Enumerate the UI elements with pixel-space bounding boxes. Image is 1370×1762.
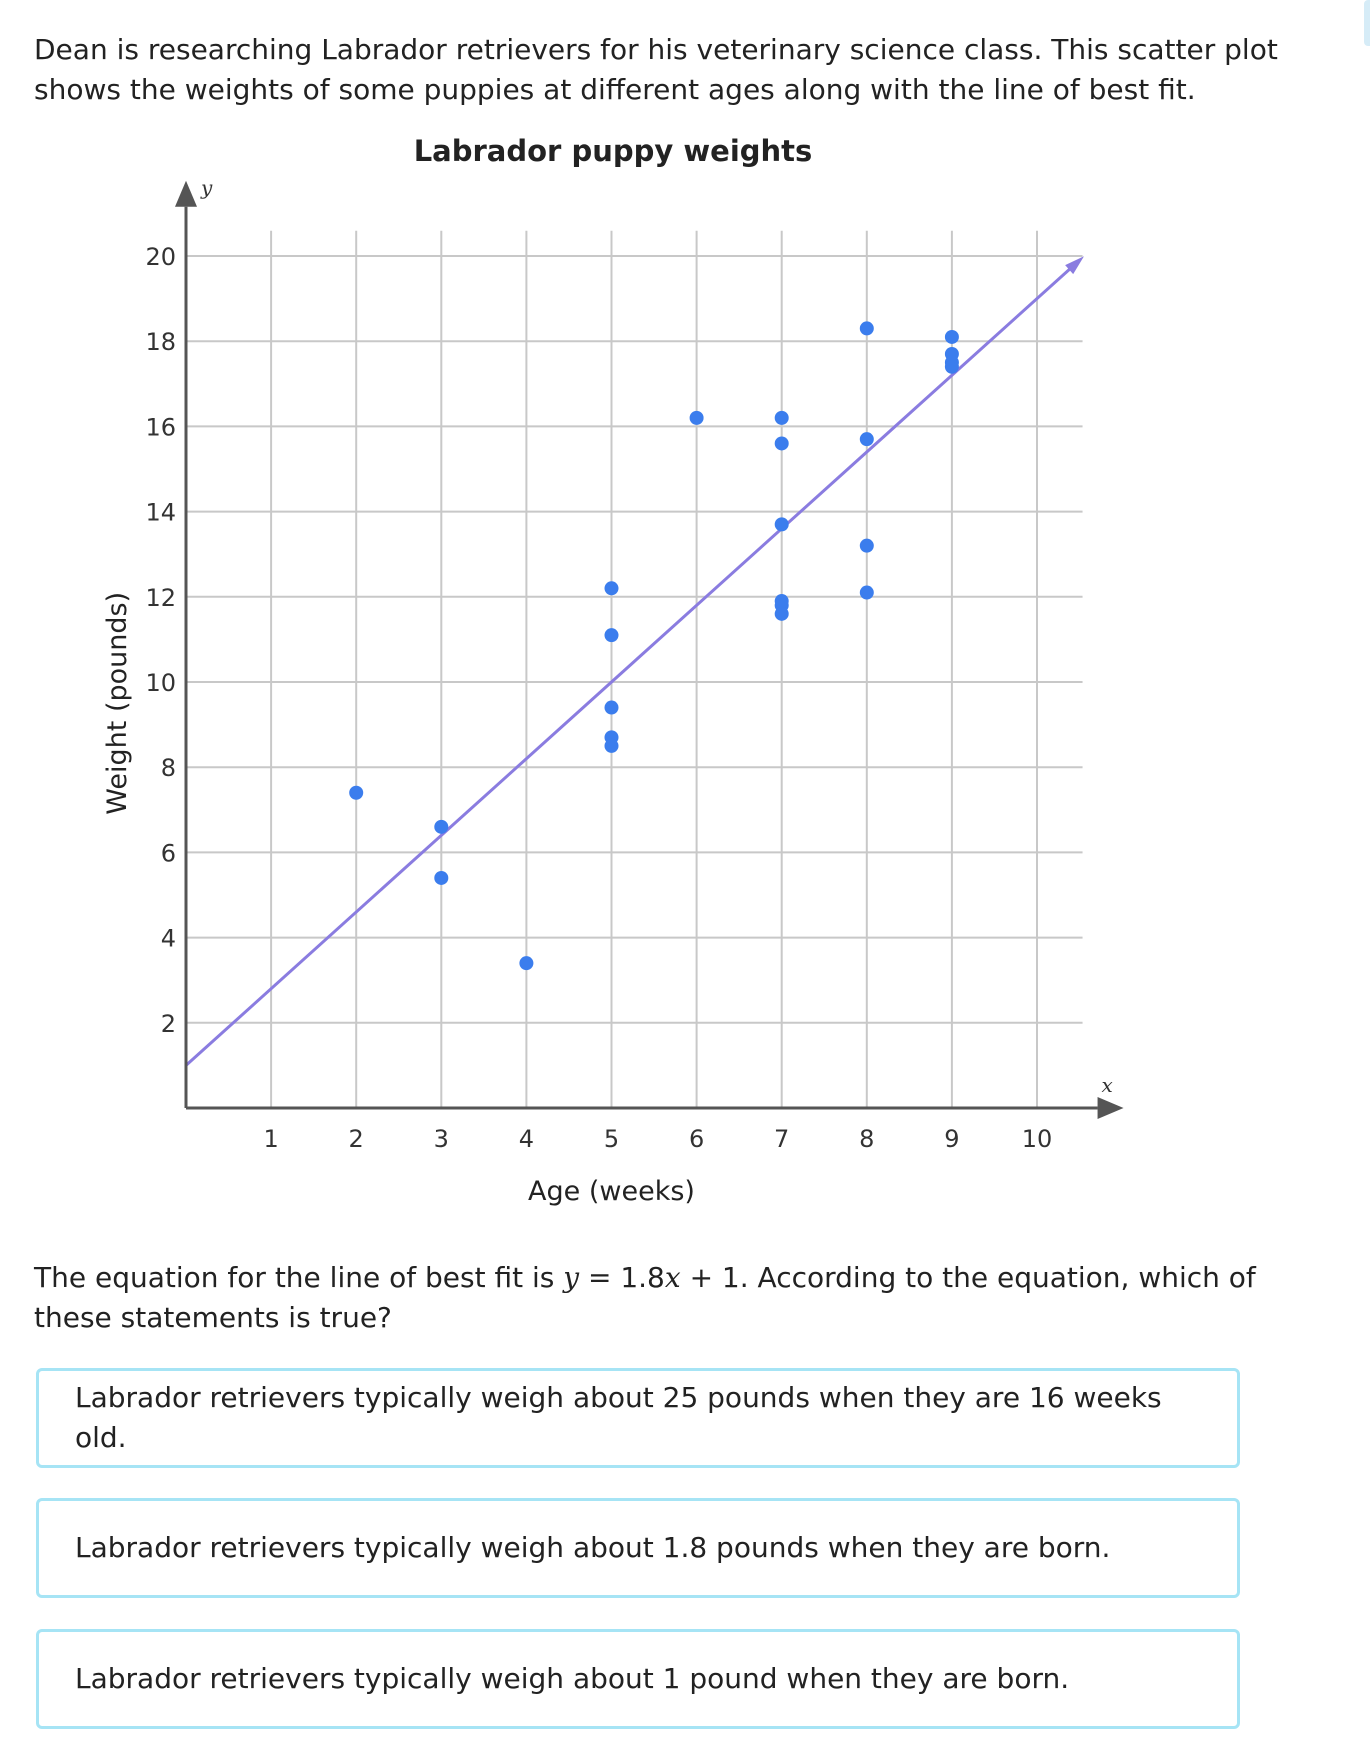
answer-choice-1-text: Labrador retrievers typically weigh about 25 pounds when they are 16 weeks old. (75, 1381, 1162, 1454)
y-tick-2: 2 (160, 1009, 176, 1038)
answer-choice-1[interactable] (36, 1368, 1240, 1468)
y-tick-20: 20 (145, 243, 176, 271)
y-tick-6: 6 (160, 839, 176, 868)
data-point-10 (690, 411, 704, 425)
data-point-12 (775, 436, 789, 450)
x-tick-7: 7 (774, 1125, 790, 1153)
answer-choice-3[interactable] (36, 1629, 1240, 1729)
question-suffix: + 1. According to the equation, which of these statements is true? (34, 1261, 1256, 1334)
data-point-3 (434, 871, 448, 885)
question-prefix: The equation for the line of best fit is (34, 1261, 564, 1294)
y-axis-variable: y (201, 175, 213, 200)
data-point-17 (860, 321, 874, 335)
y-axis-arrowhead (175, 181, 197, 207)
chart-title: Labrador puppy weights (413, 134, 813, 168)
data-point-21 (945, 330, 959, 344)
scatter-plot (0, 175, 1226, 1207)
x-tick-8: 8 (859, 1125, 875, 1153)
data-point-4 (519, 956, 533, 970)
y-tick-8: 8 (160, 754, 176, 783)
data-point-20 (860, 586, 874, 600)
data-point-2 (434, 820, 448, 834)
data-point-7 (605, 701, 619, 715)
x-axis-arrowhead (1098, 1097, 1124, 1119)
y-tick-10: 10 (145, 669, 176, 697)
data-point-18 (860, 432, 874, 446)
data-point-9 (605, 739, 619, 753)
x-tick-4: 4 (518, 1125, 535, 1153)
data-point-11 (775, 411, 789, 425)
x-tick-labels (263, 1125, 1052, 1153)
question-x-var: x (664, 1261, 681, 1294)
answer-choice-2[interactable] (36, 1498, 1240, 1598)
intro-text: Dean is researching Labrador retrievers for his veterinary science class. This scatter plot shows the weights of some puppies at different ages along with the line of best fit. (34, 33, 1278, 106)
question-y-var: y (563, 1261, 580, 1294)
best-fit-group (186, 256, 1084, 1065)
data-point-24 (945, 360, 959, 374)
y-tick-16: 16 (145, 413, 176, 442)
answer-choice-2-text: Labrador retrievers typically weigh about 1.8 pounds when they are born. (75, 1531, 1111, 1564)
question-text (34, 1258, 1324, 1338)
data-point-16 (775, 607, 789, 621)
question-equals: = 1.8 (579, 1261, 665, 1294)
scroll-edge[interactable] (1364, 0, 1370, 46)
x-tick-3: 3 (433, 1125, 449, 1153)
data-point-19 (860, 539, 874, 553)
x-axis-label: Age (weeks) (528, 1176, 695, 1207)
y-tick-14: 14 (145, 498, 176, 527)
data-point-13 (775, 517, 789, 531)
x-tick-9: 9 (944, 1125, 960, 1153)
answer-choice-3-text: Labrador retrievers typically weigh about 1 pound when they are born. (75, 1662, 1070, 1695)
y-tick-4: 4 (160, 924, 176, 953)
x-tick-2: 2 (348, 1125, 364, 1153)
data-point-1 (349, 786, 363, 800)
best-fit-line (186, 260, 1080, 1065)
x-tick-5: 5 (603, 1125, 620, 1153)
y-axis-label: Weight (pounds) (102, 591, 133, 815)
y-tick-labels (145, 243, 176, 1038)
x-tick-1: 1 (263, 1125, 279, 1153)
data-point-5 (605, 581, 619, 595)
x-tick-6: 6 (688, 1125, 705, 1153)
data-point-6 (605, 628, 619, 642)
y-tick-12: 12 (145, 583, 176, 612)
x-tick-10: 10 (1021, 1125, 1053, 1153)
y-tick-18: 18 (145, 328, 176, 357)
x-axis-variable: x (1101, 1073, 1113, 1097)
